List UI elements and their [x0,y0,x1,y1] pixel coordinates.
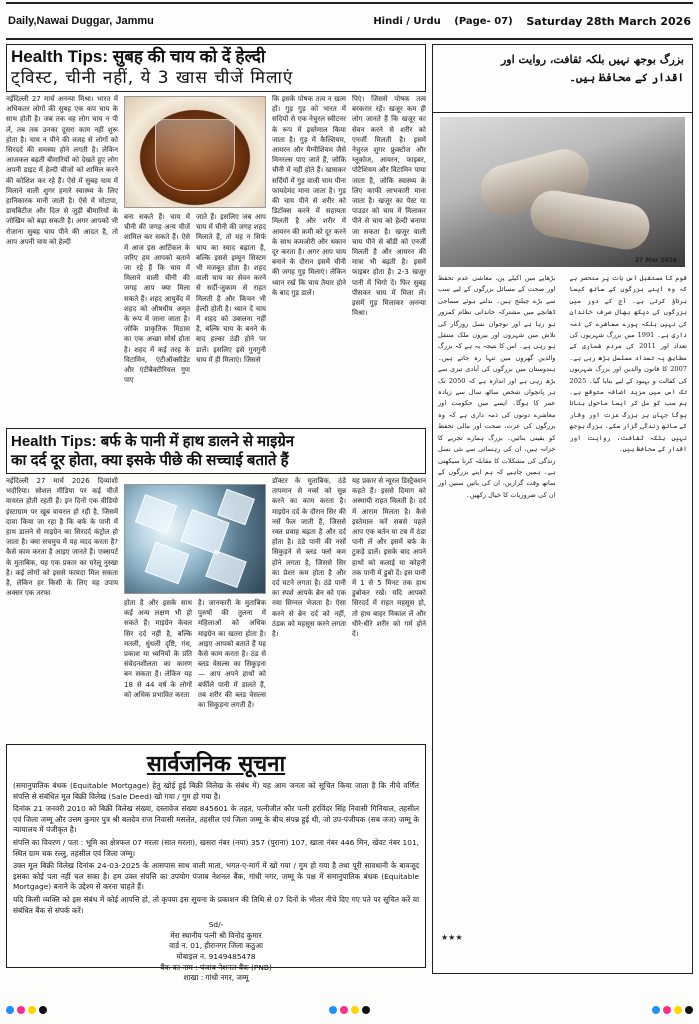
article1-headline-line1: Health Tips: सुबह की चाय को दें हेल्दी [11,47,266,66]
public-notice [6,744,426,983]
newspaper-name: Daily,Nawai Duggar, Jammu [8,15,154,27]
elderly-hands-photo [440,117,685,267]
color-registration-dots-left [6,1006,47,1014]
urdu-headline-line1: بزرگ بوجھ نہیں بلکہ ثقافت، روایت اور [501,53,684,66]
article2-headline-line1: Health Tips: बर्फ के पानी में हाथ डालने से माइग्रेन [11,433,295,450]
sig-line: मेरा स्थानीय पत्नी श्री विनोद कुमार [170,930,262,940]
article1-column-2: बना सकते हैं। चाय में चीनी की जगह अन्य चीजें शामिल कर सकते हैं। ऐसे में आज इस आर्टिकल के जरिए हम आपको बताने जा रहे हैं कि चाय में मिलाने वाली चीनी की जगह आप क्या मिला सकते हैं। शहद आयुर्वेद में शहद को औषधीय अमृत के रूप में जाना जाता है। जोकि प्राकृतिक मिठास का एक अच्छा सोर्स होता है। शहद में कई तरह के विटामिन, एंटीऑक्सीडेंट और एंटीबैक्टीरियल गुण पाए [124,213,190,385]
article2-column-3: है। जानकारी के मुताबिक पुरुषों की तुलना में महिलाओं को अधिक माइग्रेन का खतरा होता है। आइए आपको बताते हैं यह कैसे काम करता है। ठंड से ब्लड वेसल्स का सिकुड़ना — आप अपने हाथों को बर्फीले पानी में डालते हैं, तब शरीर की ब्लड वेसल्स का सिकुड़ना लगती हैं। [198,599,266,710]
notice-para-2: दिनांक 21 जनवरी 2010 को बिक्री विलेख संख्या, दस्तावेज संख्या 845601 के तहत, पत्नीजीत कौर पत्नी हरविंदर सिंह निवासी गिनियाल, तहसील एवं जिला जम्मू और उत्तम कुमार पुत्र श्री बलदेव राज निवासी मसलेत, तहसील एवं जिला जम्मू के बीच संपन्न हुई थी, जो उप-पंजीयक (सब जज) जम्मू के न्यायालय में पंजीकृत है। [13,804,419,835]
masthead [6,2,693,40]
article1-column-4: कि इसके पोषक तत्व न खत्म हों। गुड़ गुड़ को भारत में सदियों से एक नेचुरल स्वीटनर के रूप में इस्तेमाल किया जाता है। गुड़ में कैल्शियम, आयरन और मैग्नीशियम जैसे मिनरल्स पाए जाते हैं, जोकि चीनी में नहीं होते हैं। खासकर सर्दियों में गुड़ वाली चाय पीना फायदेमंद माना जाता है। गुड़ की चाय पीने से शरीर को डिटॉक्स करने में सहायता मिलती है और शरीर में आयरन की कमी को दूर करने के साथ कमजोरी और थकान दूर करता है। अगर आप चाय बनाने के दौरान इसमें चीनी की जगह गुड़ मिलाएं। लेकिन ध्यान रखें कि चाय तैयार होने के बाद गुड़ डालें। [272,95,346,297]
color-registration-dots-center [329,1006,370,1014]
tea-cup-photo [124,96,266,208]
article1-column-5: पिएं। जिससे पोषक तत्व बरकरार रहें। खजूर कम ही लोग जानते हैं कि खजूर का सेवन करने से शरीर को एनर्जी मिलती है। इसमें नेचुरल शुगर फ्रुक्टोज और ग्लूकोज, आयरन, फाइबर, पोटैशियम और विटामिन पाया जाता है, जोकि स्वास्थ्य के लिए काफी लाभकारी माना जाता है। खजूर का पेस्ट या पाउडर को चाय में मिलाकर पीने से चाय को हेल्दी बनाया जा सकता है। खजूर वाली चाय पीने से बॉडी को एनर्जी मिलती है और आयरन की मात्रा भी बढ़ती है। इसमें फाइबर होता है। 2-3 खजूर पानी में भिगो दें। फिर सुबह पीसकर चाय में मिला लें। इसमें गुड़ मिलाकर अनन्या मिश्रा। [352,95,426,318]
article2-column-2: होता है और इसके साथ कई अन्य लक्षण भी हो सकते हैं। माइग्रेन केवल सिर दर्द नहीं है, बल्कि मतली, धुंधली दृष्टि, गंध, प्रकाश या ध्वनियों के प्रति संवेदनशीलता का कारण बन सकता है। लेकिन यह 18 से 44 वर्ष के लोगों को अधिक प्रभावित करता [124,599,192,699]
sig-line: बैंक का नाम : पंजाब नेशनल बैंक (PNB) [160,962,272,972]
hindi-section [6,44,426,983]
article2-headline [6,428,426,474]
urdu-column-right: بڑھاپے میں اکیلے پن، معاشی عدم تحفظ اور صحت کے مسائل بزرگوں کے لیے سب سے بڑے چیلنج ہیں۔ بدلتے ہوئے سماجی ڈھانچے میں مشترکہ خاندانی نظام کمزور ہو رہا ہے اور نوجوان نسل روزگار کی تلاش میں شہروں اور بیرون ملک منتقل ہو رہی ہے۔ اس کا نتیجہ یہ ہے کہ بزرگ والدین گھروں میں تنہا رہ جاتے ہیں۔ ہندوستان میں بزرگوں کی آبادی تیزی سے بڑھ رہی ہے اور اندازہ ہے کہ 2050 تک ہر پانچواں شخص ساٹھ سال سے زیادہ عمر کا ہوگا۔ ایسے میں حکومت اور معاشرے دونوں کی ذمہ داری ہے کہ وہ بزرگوں کی عزت، صحت اور مالی تحفظ کو یقینی بنائیں۔ بزرگ ہمارے تجربے کا خزانہ ہیں، ان کی رہنمائی سے نئی نسل زندگی کی مشکلات کا مقابلہ کرنا سیکھتی ہے۔ ہمیں چاہیے کہ ہم اپنے بزرگوں کے ساتھ وقت گزاریں، ان کی باتیں سنیں اور ان کی ضروریات کا خیال رکھیں۔ [438,274,556,499]
article2-body [6,476,426,738]
article1-body [6,94,426,424]
photo-date: 27 Mar 2026 [634,257,677,264]
decorative-stars: ★★★ [441,933,463,942]
notice-title: सार्वजनिक सूचना [146,752,286,777]
language-label [363,16,523,27]
urdu-columns [433,273,692,963]
article2-headline-line2: का दर्द दूर होता, क्या इसके पीछे की सच्चाई बताते हैं [11,452,289,469]
urdu-headline [433,45,692,113]
urdu-section [432,44,693,974]
sig-line: Sd/- [208,920,224,930]
urdu-column-left: قوم کا مستقبل اس بات پر منحصر ہے کہ وہ اپنے بزرگوں کے ساتھ کیسا برتاؤ کرتی ہے۔ آج کے دور میں بزرگوں کی دیکھ بھال صرف خاندان کی نہیں بلکہ پورے معاشرے کی ذمہ داری ہے۔ 1991 میں بزرگ شہریوں کی تعداد اور 2011 کی مردم شماری کے مطابق یہ تعداد مسلسل بڑھ رہی ہے۔ 2007 کا قانون والدین اور بزرگ شہریوں کی کفالت و بہبود کے لیے بنایا گیا۔ 2025 تک اس میں مزید اضافہ متوقع ہے۔ ہم سب کو مل کر ایسا ماحول بنانا ہوگا جہاں ہر بزرگ عزت اور وقار کے ساتھ زندگی گزار سکے۔ بزرگ بوجھ نہیں بلکہ ثقافت، روایت اور اقدار کے محافظ ہیں۔ [569,274,687,454]
sig-line: वार्ड न. 01, हीरानगर जिला कठुआ [169,941,263,951]
page-footer [6,1003,693,1017]
notice-para-5: यदि किसी व्यक्ति को इस संबंध में कोई आपत्ति हो, तो कृपया इस सूचना के प्रकाशन की तिथि से 07 दिनों के भीतर नीचे दिए गए पते पर सूचित करें या संबंधित बैंक से संपर्क करें। [13,894,419,915]
page-number: (Page- 07) [454,15,513,27]
issue-date: Saturday 28th March 2026 [526,14,691,28]
article2-column-4: डॉक्टर के मुताबिक, ठंडे तापमान से नर्व्स को सुन्न करने का काम करता है। माइग्रेन दर्द के दौरान सिर की नसें फैल जाती हैं, जिससे रक्त प्रवाह बढ़ता है और दर्द होता है। ठंडे पानी की नसों सिकुड़ने से ब्लड फ्लो कम होने लगता है, जिससे सिर का प्रेशर कम होता है और दर्द घटने लगता है। ठंडे पानी का स्पर्श आपके ब्रेन को एक नया सिग्नल भेजता है। ऐसा करने से ब्रेन दर्द को नहीं, ठंडक को महसूस करने लगता है। [272,477,346,639]
notice-signature [13,920,419,984]
notice-para-4: उक्त मूल बिक्री विलेख दिनांक 24-03-2025 के आसपास साथ वाली माता, भगत-ए-मार्ग में खो गया / गुम हो गया है तथा पूरी सावधानी के बावजूद इसका कोई पता नहीं चल सका है। हम उक्त संपत्ति का उपयोग पंजाब नेशनल बैंक, गांधी नगर, जम्मू के पक्ष में समानुपातिक बंधक (Equitable Mortgage) बनाने के उद्देश्य से करना चाहते हैं। [13,861,419,892]
notice-para-1: (समानुपातिक बंधक (Equitable Mortgage) हेतु खोई हुई बिक्री विलेख के संबंध में) यह आम जनता को सूचित किया जाता है कि नीचे वर्णित संपत्ति से संबंधित मूल बिक्री विलेख (Sale Deed) खो गया / गुम हो गया है। [13,781,419,801]
language-text: Hindi / Urdu [373,15,441,27]
color-registration-dots-right [652,1006,693,1014]
sig-line: शाखा : गांधी नगर, जम्मू [183,973,249,983]
article2-column-1: नईदिल्ली 27 मार्च 2026 दिव्यांशी भदौरिया। सोशल मीडिया पर कई चीजें वायरल होती रहती हैं। इन दिनों एक वीडियो इंस्टाग्राम पर खूब वायरल हो रही है, जिसमें दावा किया जा रहा है कि बर्फ के पानी में हाथ डालने से माइग्रेन का सिरदर्द कंट्रोल हो जाता है। क्या सचमुच में यह मदद करता है? कैसे काम करता है आइए जानते हैं। एक्सपर्ट के मुताबिक, यह एक प्रकार का घरेलू नुस्खा है। कई लोगों को इससे फायदा मिल सकता है, लेकिन हर किसी के लिए यह उपाय अक्सर एक तरफा [6,477,118,598]
article1-headline-line2: ट्विस्ट, चीनी नहीं, ये 3 खास चीजें मिलाएं [11,68,294,88]
article2-column-5: यह प्रकार से न्यूरल डिस्ट्रैक्शन कहते हैं। इससे दिमाग को अस्थायी राहत मिलती है। दर्द में आराम मिलता है। कैसे इस्तेमाल करें सबसे पहले आप एक बर्तन या टब में ठंडा पानी लें और इसमें बर्फ के टुकड़े डालें। इसके बाद अपने हाथों को कलाई या कोहनी तक पानी में डुबो दें। इस पानी में 1 से 5 मिनट तक हाथ डुबोकर रखें। यदि आपको सिरदर्द में राहत महसूस हो, तो हाथ बाहर निकाल लें और धीरे-धीरे शरीर को गर्म होने दें। [352,477,426,639]
urdu-headline-line2: اقدار کے محافظ ہیں۔ [569,71,684,84]
notice-para-3: संपत्ति का विवरण / पता : भूमि का क्षेत्रफल 07 मरला (सात मरला), खसरा नंबर (नया) 357 (पुराना) 107, खाता नंबर 446 मिन, खेवट नंबर 101, स्थित ग्राम चक रल्लु, तहसील एवं जिला जम्मू। [13,837,419,858]
article1-column-1: नईदिल्ली 27 मार्च अनन्या मिश्रा। भारत में अधिकतर लोगों की सुबह एक कप चाय के साथ होती है। जब तक वह लोग चाय न पी लें, तब तक उनका दूसरा काम नहीं शुरू होता है। चाय न पीने की वजह से लोगों को सिरदर्द की समस्या होने लगती है। लेकिन आजकल बढ़ती बीमारियों को देखते हुए लोग अपनी डाइट में हेल्दी चीजों को शामिल करने की कोशिश कर रहे हैं। ऐसे में सुबह चाय में मिलाने वाली शुगर हमारे स्वास्थ्य के लिए हानिकारक मानी जाती है। ऐसे में मोटापा, डायबिटीज और दिल से जुड़ी बीमारियों के जोखिम को बढ़ा सकती है। अगर आपको भी रोजाना सुबह चाय पीने की आदत है, तो आप अपनी चाय को हेल्दी [6,95,118,246]
article1-headline [6,44,426,92]
ice-cubes-photo [124,484,266,594]
sig-line: मोबाइल न. 9149485478 [176,951,256,961]
cup-shape [155,119,235,191]
article1-column-3: जाते हैं। इसलिए जब आप चाय में चीनी की जगह शहद मिलाते हैं, तो यह न सिर्फ चाय का स्वाद बढ़ाता है, बल्कि इससे इम्यून सिस्टम भी मजबूत होता है। शहद वाली चाय का सेवन करने से सर्दी-जुकाम से राहत मिलती है और किचन भी हेल्दी होती है। ध्यान दें चाय में शहद को उबालना नहीं है, बल्कि चाय के बनने के बाद हल्का ठंडी होने पर डालें। इसलिए इसे गुनगुनी चाय में ही मिलाएं। जिससे [196,213,266,364]
